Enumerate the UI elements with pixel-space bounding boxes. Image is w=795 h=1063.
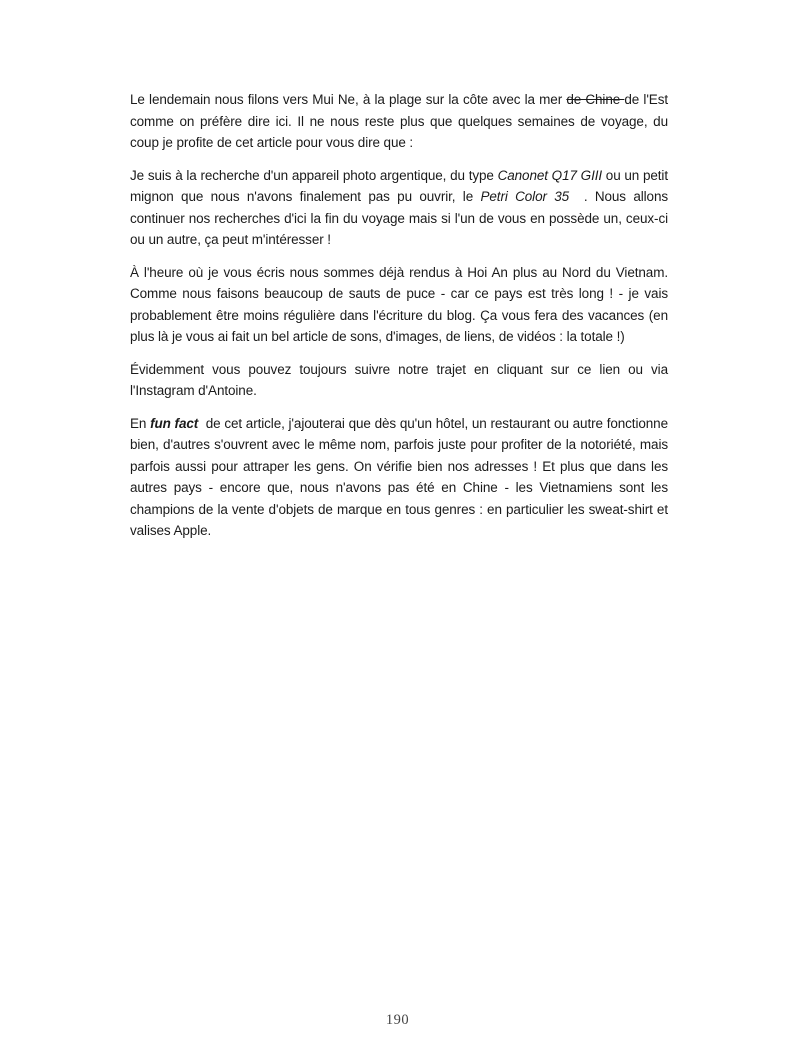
text-segment: . Nous allons continuer nos recherches d'ici la fin du voyage mais si l'un de vous en possède un, ceux-ci ou un autre, ça peut m'intéresser ! bbox=[130, 189, 669, 247]
page-number: 190 bbox=[385, 1012, 410, 1028]
paragraph bbox=[130, 262, 668, 348]
text-segment: Le lendemain nous filons vers Mui Ne, à la plage sur la côte avec la mer bbox=[130, 92, 567, 107]
page-footer bbox=[0, 1011, 795, 1029]
italic-text: Canonet Q17 GIII bbox=[497, 167, 603, 183]
article-text bbox=[130, 89, 668, 553]
text-segment: En bbox=[130, 415, 151, 431]
paragraph bbox=[130, 413, 668, 542]
text-segment: Je suis à la recherche d'un appareil photo argentique, du type bbox=[130, 167, 498, 183]
text-segment: de cet article, j'ajouterai que dès qu'un hôtel, un restaurant ou autre fonctionne bien, d'autres s'ouvrent avec le même nom, parfois juste pour profiter de la notoriété, mais parfois aussi pour attraper les gens. On vérifie bien nos adresses ! Et plus que dans les autres pays - encore que, nous n'avons pas été en Chine - les Vietnamiens sont les champions de la vente d'objets de marque en tous genres : en particulier les sweat-shirt et valises Apple. bbox=[130, 415, 668, 538]
strikethrough-text: de Chine bbox=[566, 92, 625, 107]
paragraph bbox=[130, 359, 668, 402]
paragraph bbox=[130, 165, 668, 251]
italic-text: Petri Color 35 bbox=[480, 189, 570, 204]
paragraph bbox=[130, 89, 668, 154]
bold-italic-text: fun fact bbox=[150, 415, 199, 431]
text-segment: Évidemment vous pouvez toujours suivre notre trajet en cliquant sur ce lien ou via l'Instagram d'Antoine. bbox=[130, 361, 668, 398]
text-segment: ou un petit mignon que nous n'avons finalement pas pu ouvrir, le bbox=[130, 167, 668, 204]
text-segment: de l'Est comme on préfère dire ici. Il ne nous reste plus que quelques semaines de voyage, du coup je profite de cet article pour vous dire que : bbox=[130, 92, 668, 150]
text-segment: À l'heure où je vous écris nous sommes déjà rendus à Hoi An plus au Nord du Vietnam. Comme nous faisons beaucoup de sauts de puce - car ce pays est très long ! - je vais probablement être moins régulière dans l'écriture du blog. Ça vous fera des vacances (en plus là je vous ai fait un bel article de sons, d'images, de liens, de vidéos : la totale !) bbox=[130, 264, 668, 344]
